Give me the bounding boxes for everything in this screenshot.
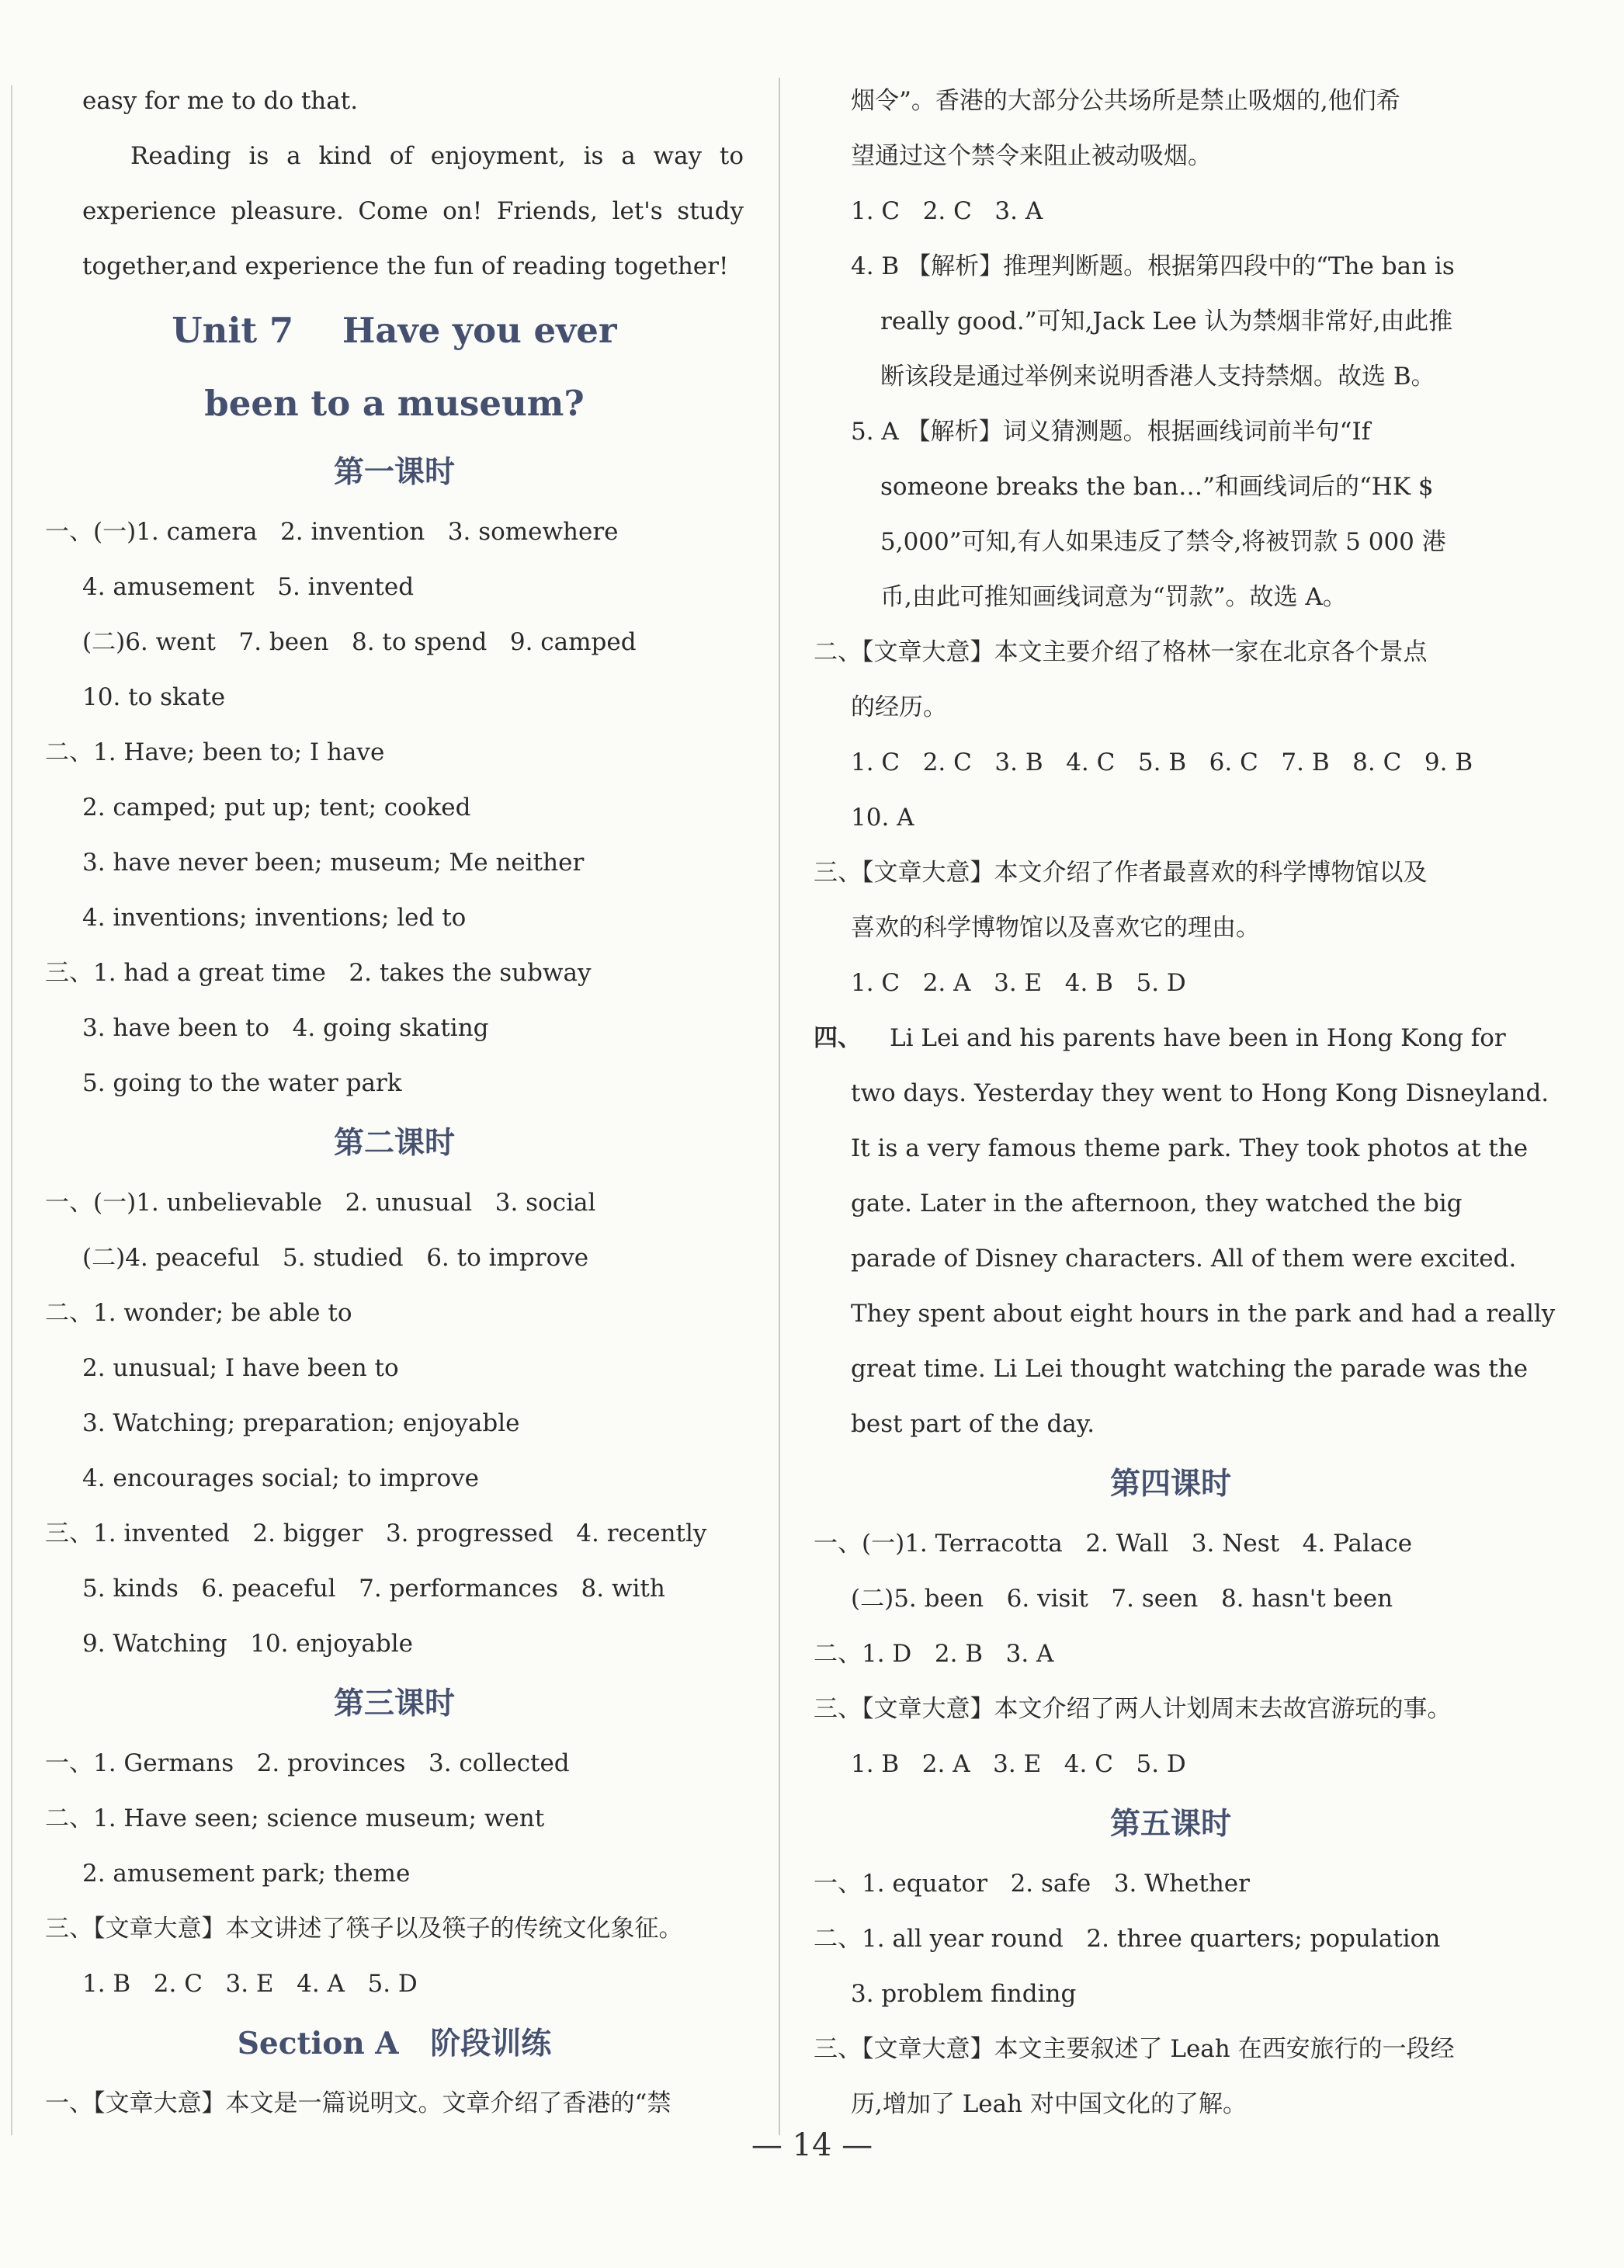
answer-line: 3. have been to 4. going skating <box>82 1014 489 1042</box>
answer-line: 2. amusement park; theme <box>82 1860 411 1888</box>
intro-line: experience pleasure. Come on! Friends, let's study <box>82 197 744 225</box>
passage-line: parade of Disney characters. All of them were excited. <box>851 1245 1517 1273</box>
lesson-title: 第三课时 <box>333 1686 455 1721</box>
answer-line: 一、(一)1. Terracotta 2. Wall 3. Nest 4. Palace <box>814 1530 1413 1558</box>
column-divider <box>779 78 780 2135</box>
answer-line: 一、(一)1. unbelievable 2. unusual 3. social <box>45 1189 596 1217</box>
answer-line: (二)6. went 7. been 8. to spend 9. camped <box>82 628 637 656</box>
answer-line: 2. unusual; I have been to <box>82 1354 399 1382</box>
passage-line: It is a very famous theme park. They took photos at the <box>851 1134 1529 1162</box>
answer-line: 1. C 2. A 3. E 4. B 5. D <box>851 969 1186 997</box>
left-column <box>45 74 744 2131</box>
answer-line: 的经历。 <box>851 693 947 721</box>
answer-line: 币,由此可推知画线词意为“罚款”。故选 A。 <box>880 583 1347 611</box>
intro-line: together,and experience the fun of reading together! <box>82 252 729 280</box>
answer-line: 3. problem finding <box>851 1980 1077 2008</box>
intro-line: easy for me to do that. <box>82 87 359 115</box>
answer-line: 三、【文章大意】本文主要叙述了 Leah 在西安旅行的一段经 <box>814 2035 1455 2063</box>
answer-line: 一、(一)1. camera 2. invention 3. somewhere <box>45 518 619 546</box>
answer-line: 3. have never been; museum; Me neither <box>82 849 585 877</box>
passage-line: gate. Later in the afternoon, they watched the big <box>851 1190 1463 1217</box>
answer-line: 4. amusement 5. invented <box>82 573 415 601</box>
answer-line: 二、1. Have; been to; I have <box>45 738 385 766</box>
passage-line: two days. Yesterday they went to Hong Kong Disneyland. <box>851 1079 1549 1107</box>
answer-line: really good.”可知,Jack Lee 认为禁烟非常好,由此推 <box>880 307 1453 335</box>
passage-line: best part of the day. <box>851 1410 1095 1438</box>
unit-title: been to a museum? <box>204 383 585 424</box>
passage-line <box>814 1011 1528 1066</box>
answer-line: 断该段是通过举例来说明香港人支持禁烟。故选 B。 <box>880 363 1435 391</box>
answer-line: 10. A <box>851 804 914 832</box>
answer-line: 9. Watching 10. enjoyable <box>82 1630 413 1658</box>
answer-line: 望通过这个禁令来阻止被动吸烟。 <box>851 142 1212 170</box>
answer-line: 烟令”。香港的大部分公共场所是禁止吸烟的,他们希 <box>851 87 1400 115</box>
answer-line: 二、1. D 2. B 3. A <box>814 1640 1054 1668</box>
answer-line: 一、1. Germans 2. provinces 3. collected <box>45 1749 570 1777</box>
answer-line: 一、1. equator 2. safe 3. Whether <box>814 1870 1250 1898</box>
passage-line: They spent about eight hours in the park and had a really <box>851 1300 1556 1328</box>
answer-line: 1. C 2. C 3. A <box>851 197 1043 225</box>
answer-line: 4. B 【解析】推理判断题。根据第四段中的“The ban is <box>851 252 1455 280</box>
answer-line: 5. kinds 6. peaceful 7. performances 8. with <box>82 1575 665 1603</box>
answer-line: 4. encourages social; to improve <box>82 1464 480 1492</box>
answer-line: 5. going to the water park <box>82 1069 402 1097</box>
answer-line: 历,增加了 Leah 对中国文化的了解。 <box>851 2090 1247 2118</box>
right-column <box>814 74 1556 2132</box>
answer-line: 三、【文章大意】本文介绍了作者最喜欢的科学博物馆以及 <box>814 859 1428 887</box>
answer-line: 二、【文章大意】本文主要介绍了格林一家在北京各个景点 <box>814 638 1428 666</box>
answer-line: 1. B 2. A 3. E 4. C 5. D <box>851 1750 1186 1778</box>
answer-line: 三、1. had a great time 2. takes the subway <box>45 959 592 987</box>
lesson-title: 第五课时 <box>1109 1807 1231 1842</box>
answer-line: 5,000”可知,有人如果违反了禁令,将被罚款 5 000 港 <box>880 528 1446 556</box>
lesson-title: 第四课时 <box>1109 1467 1231 1502</box>
answer-line: 2. camped; put up; tent; cooked <box>82 794 471 821</box>
section-title: Section A 阶段训练 <box>237 2026 552 2061</box>
intro-line: Reading is a kind of enjoyment, is a way to <box>130 142 744 170</box>
answer-line: 二、1. wonder; be able to <box>45 1299 352 1327</box>
page-number: — 14 — <box>751 2127 873 2163</box>
lesson-title: 第一课时 <box>333 455 455 490</box>
answer-line: 喜欢的科学博物馆以及喜欢它的理由。 <box>851 914 1260 942</box>
answer-line: 三、1. invented 2. bigger 3. progressed 4. recently <box>45 1520 707 1547</box>
answer-line: 一、【文章大意】本文是一篇说明文。文章介绍了香港的“禁 <box>45 2089 671 2117</box>
answer-line: 1. C 2. C 3. B 4. C 5. B 6. C 7. B 8. C 9. B <box>851 748 1473 776</box>
answer-line: 三、【文章大意】本文讲述了筷子以及筷子的传统文化象征。 <box>45 1915 683 1943</box>
passage-line: great time. Li Lei thought watching the parade was the <box>851 1355 1529 1383</box>
answer-line: 二、1. Have seen; science museum; went <box>45 1804 545 1832</box>
answer-line: 3. Watching; preparation; enjoyable <box>82 1409 520 1437</box>
lesson-title: 第二课时 <box>333 1126 455 1161</box>
part-label: 四、 <box>814 1024 862 1052</box>
passage-text: Li Lei and his parents have been in Hong Kong for <box>890 1024 1506 1052</box>
margin-line <box>11 85 12 2135</box>
answer-line: 5. A 【解析】词义猜测题。根据画线词前半句“If <box>851 418 1371 446</box>
answer-line: 二、1. all year round 2. three quarters; population <box>814 1925 1441 1953</box>
unit-title: Unit 7 Have you ever <box>172 310 617 351</box>
answer-line: someone breaks the ban…”和画线词后的“HK $ <box>880 473 1434 501</box>
answer-line: 10. to skate <box>82 683 226 711</box>
answer-line: (二)4. peaceful 5. studied 6. to improve <box>82 1244 589 1272</box>
answer-line: 三、【文章大意】本文介绍了两人计划周末去故宫游玩的事。 <box>814 1695 1452 1723</box>
answer-line: 4. inventions; inventions; led to <box>82 904 467 932</box>
answer-line: (二)5. been 6. visit 7. seen 8. hasn't been <box>851 1585 1393 1613</box>
answer-line: 1. B 2. C 3. E 4. A 5. D <box>82 1970 418 1998</box>
